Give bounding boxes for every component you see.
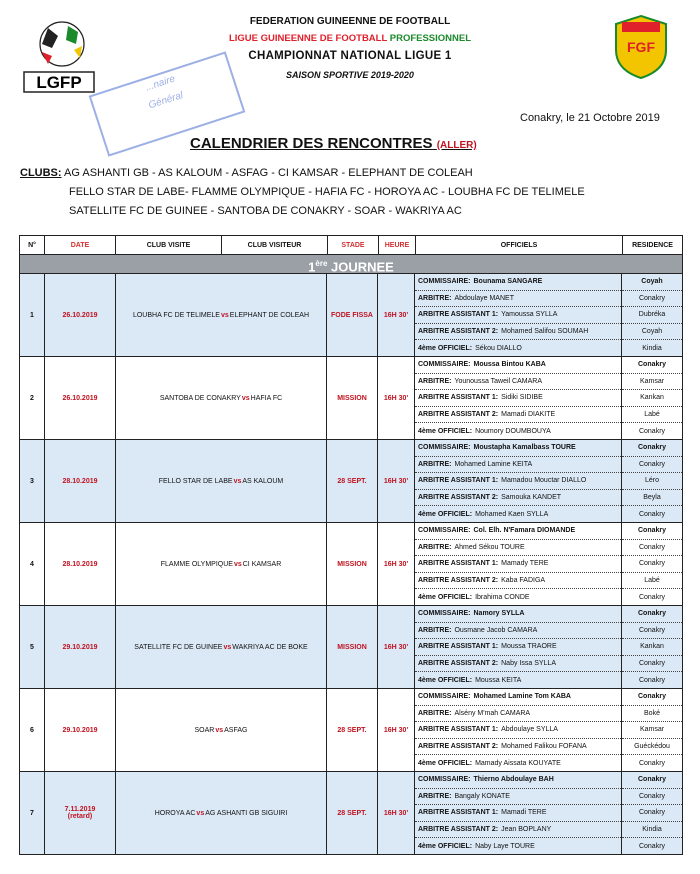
official-role: ARBITRE: bbox=[418, 543, 452, 551]
fgf-logo bbox=[610, 14, 672, 80]
stadium: MISSION bbox=[327, 523, 378, 605]
official-line bbox=[415, 672, 621, 688]
federation-name: FEDERATION GUINEENNE DE FOOTBALL bbox=[249, 16, 451, 27]
league-name: LIGUE GUINEENNE DE FOOTBALL PROFESSIONNEL bbox=[228, 33, 472, 44]
stadium: FODE FISSA bbox=[327, 274, 378, 356]
official-line bbox=[415, 822, 621, 839]
match-date: 26.10.2019 bbox=[45, 274, 116, 356]
official-line bbox=[415, 789, 621, 806]
vs-label: vs bbox=[241, 394, 250, 402]
kickoff-time: 16H 30' bbox=[378, 523, 415, 605]
official-name: Mohamed Salifou SOUMAH bbox=[501, 328, 589, 336]
stadium: MISSION bbox=[327, 357, 378, 439]
official-line bbox=[415, 755, 621, 771]
col-stade: STADE bbox=[328, 236, 379, 254]
official-name: Abdoulaye MANET bbox=[454, 294, 514, 302]
official-role: ARBITRE ASSISTANT 1: bbox=[418, 643, 499, 651]
secretariat-stamp: ...naire Général bbox=[89, 51, 246, 156]
away-club: ASFAG bbox=[224, 726, 248, 734]
official-name: Thierno Abdoulaye BAH bbox=[473, 776, 554, 784]
official-role: COMMISSAIRE: bbox=[418, 693, 471, 701]
official-residence: Conakry bbox=[622, 556, 682, 573]
journee-banner: 1ère JOURNEE bbox=[20, 255, 682, 274]
home-club: FLAMME OLYMPIQUE bbox=[160, 560, 233, 568]
official-name: Mamadi DIAKITE bbox=[501, 411, 556, 419]
official-role: ARBITRE ASSISTANT 2: bbox=[418, 826, 499, 834]
residence-list bbox=[622, 440, 682, 522]
official-residence: Kamsar bbox=[622, 722, 682, 739]
official-role: ARBITRE ASSISTANT 1: bbox=[418, 560, 499, 568]
official-name: Sidiki SIDIBE bbox=[501, 394, 543, 402]
official-role: ARBITRE ASSISTANT 2: bbox=[418, 328, 499, 336]
clubs-label: CLUBS: bbox=[20, 167, 62, 179]
season: SAISON SPORTIVE 2019-2020 bbox=[286, 70, 414, 80]
official-line bbox=[415, 374, 621, 391]
vs-label: vs bbox=[233, 560, 242, 568]
home-club: SATELLITE FC DE GUINEE bbox=[134, 643, 223, 651]
officials-list bbox=[415, 440, 622, 522]
match-teams bbox=[116, 440, 327, 522]
official-role: ARBITRE: bbox=[418, 377, 452, 385]
official-line bbox=[415, 423, 621, 439]
match-number: 3 bbox=[20, 440, 45, 522]
vs-label: vs bbox=[220, 311, 229, 319]
match-teams bbox=[116, 274, 327, 356]
official-name: Naby Issa SYLLA bbox=[501, 660, 556, 668]
kickoff-time: 16H 30' bbox=[378, 440, 415, 522]
col-officials: OFFICIELS bbox=[416, 236, 623, 254]
officials-list bbox=[415, 274, 622, 356]
official-line bbox=[415, 291, 621, 308]
official-residence: Conakry bbox=[622, 291, 682, 308]
official-role: 4ème OFFICIEL: bbox=[418, 676, 473, 684]
away-club: WAKRIYA AC DE BOKE bbox=[232, 643, 308, 651]
residence-list bbox=[622, 772, 682, 854]
official-residence: Conakry bbox=[638, 593, 666, 601]
official-line bbox=[415, 490, 621, 507]
official-role: 4ème OFFICIEL: bbox=[418, 842, 473, 850]
vs-label: vs bbox=[215, 726, 224, 734]
stadium: MISSION bbox=[327, 606, 378, 688]
official-residence: Kankan bbox=[622, 639, 682, 656]
lgfp-logo bbox=[18, 14, 100, 96]
table-header bbox=[20, 236, 682, 255]
residence-list bbox=[622, 606, 682, 688]
official-line bbox=[415, 440, 621, 457]
official-role: ARBITRE: bbox=[418, 626, 452, 634]
official-name: Bounama SANGARE bbox=[473, 278, 543, 286]
official-residence: Conakry bbox=[622, 523, 682, 540]
official-residence: Conakry bbox=[622, 623, 682, 640]
residence-list bbox=[622, 274, 682, 356]
table-row bbox=[20, 440, 682, 523]
official-residence: Coyah bbox=[622, 274, 682, 291]
official-role: COMMISSAIRE: bbox=[418, 278, 471, 286]
col-home: CLUB VISITE bbox=[116, 236, 222, 254]
official-name: Namory SYLLA bbox=[473, 610, 525, 618]
officials-list bbox=[415, 772, 622, 854]
official-residence: Beyla bbox=[622, 490, 682, 507]
championship-name: CHAMPIONNAT NATIONAL LIGUE 1 bbox=[248, 50, 452, 62]
official-line bbox=[415, 805, 621, 822]
official-residence: Léro bbox=[622, 473, 682, 490]
official-role: 4ème OFFICIEL: bbox=[418, 759, 473, 767]
official-line bbox=[415, 357, 621, 374]
match-number: 1 bbox=[20, 274, 45, 356]
home-club: SOAR bbox=[194, 726, 215, 734]
official-line bbox=[415, 623, 621, 640]
official-role: ARBITRE ASSISTANT 1: bbox=[418, 394, 499, 402]
official-name: Moussa Bintou KABA bbox=[473, 361, 546, 369]
col-heure: HEURE bbox=[379, 236, 416, 254]
match-date: 29.10.2019 bbox=[45, 689, 116, 771]
official-name: Kaba FADIGA bbox=[501, 577, 546, 585]
official-line bbox=[415, 706, 621, 723]
official-residence: Conakry bbox=[622, 440, 682, 457]
kickoff-time: 16H 30' bbox=[378, 772, 415, 854]
away-club: ELEPHANT DE COLEAH bbox=[229, 311, 310, 319]
home-club: LOUBHA FC DE TELIMELE bbox=[132, 311, 220, 319]
official-residence: Kindia bbox=[622, 822, 682, 839]
official-role: ARBITRE: bbox=[418, 460, 452, 468]
match-teams bbox=[116, 772, 327, 854]
table-row bbox=[20, 689, 682, 772]
official-name: Moussa TRAORE bbox=[501, 643, 557, 651]
official-role: ARBITRE ASSISTANT 2: bbox=[418, 743, 499, 751]
official-role: COMMISSAIRE: bbox=[418, 776, 471, 784]
official-role: COMMISSAIRE: bbox=[418, 610, 471, 618]
title-subtitle: (ALLER) bbox=[436, 140, 477, 151]
official-line bbox=[415, 656, 621, 673]
official-residence: Conakry bbox=[622, 789, 682, 806]
official-line bbox=[415, 390, 621, 407]
officials-list bbox=[415, 606, 622, 688]
away-club: HAFIA FC bbox=[250, 394, 283, 402]
official-name: Sékou DIALLO bbox=[475, 344, 522, 352]
match-date: 26.10.2019 bbox=[45, 357, 116, 439]
document-title: CALENDRIER DES RENCONTRES (ALLER) bbox=[190, 135, 477, 152]
official-role: 4ème OFFICIEL: bbox=[418, 510, 473, 518]
official-name: Mohamed Lamine KEITA bbox=[454, 460, 533, 468]
official-line bbox=[415, 722, 621, 739]
match-teams bbox=[116, 357, 327, 439]
match-date: 28.10.2019 bbox=[45, 523, 116, 605]
away-club: CI KAMSAR bbox=[242, 560, 282, 568]
table-row bbox=[20, 357, 682, 440]
official-name: Jean BOPLANY bbox=[501, 826, 552, 834]
kickoff-time: 16H 30' bbox=[378, 689, 415, 771]
official-line bbox=[415, 689, 621, 706]
vs-label: vs bbox=[223, 643, 232, 651]
official-name: Mamadi TERE bbox=[501, 809, 547, 817]
official-role: ARBITRE ASSISTANT 1: bbox=[418, 809, 499, 817]
official-role: 4ème OFFICIEL: bbox=[418, 427, 473, 435]
official-residence: Conakry bbox=[622, 357, 682, 374]
official-line bbox=[415, 340, 621, 356]
official-role: 4ème OFFICIEL: bbox=[418, 344, 473, 352]
official-name: Moustapha Kamalbass TOURE bbox=[473, 444, 576, 452]
official-name: Alsény M'mah CAMARA bbox=[454, 709, 531, 717]
official-residence: Guéckédou bbox=[622, 739, 682, 756]
official-name: Samouka KANDET bbox=[501, 494, 562, 502]
official-residence: Kamsar bbox=[622, 374, 682, 391]
match-number: 2 bbox=[20, 357, 45, 439]
officials-list bbox=[415, 689, 622, 771]
official-line bbox=[415, 307, 621, 324]
official-role: ARBITRE ASSISTANT 1: bbox=[418, 726, 499, 734]
official-line bbox=[415, 739, 621, 756]
official-line bbox=[415, 473, 621, 490]
stadium: 28 SEPT. bbox=[327, 772, 378, 854]
official-line bbox=[415, 639, 621, 656]
official-role: 4ème OFFICIEL: bbox=[418, 593, 473, 601]
official-name: Bangaly KONATE bbox=[454, 792, 510, 800]
official-role: COMMISSAIRE: bbox=[418, 361, 471, 369]
official-residence: Conakry bbox=[622, 606, 682, 623]
official-residence: Dubréka bbox=[622, 307, 682, 324]
official-residence: Coyah bbox=[622, 324, 682, 341]
official-residence: Conakry bbox=[622, 540, 682, 557]
away-club: AS KALOUM bbox=[242, 477, 284, 485]
official-line bbox=[415, 573, 621, 590]
official-role: ARBITRE ASSISTANT 2: bbox=[418, 494, 499, 502]
official-line bbox=[415, 589, 621, 605]
official-residence: Labé bbox=[622, 407, 682, 424]
official-name: Mamady TERE bbox=[501, 560, 549, 568]
table-row bbox=[20, 772, 682, 854]
col-date: DATE bbox=[45, 236, 116, 254]
official-role: ARBITRE: bbox=[418, 294, 452, 302]
officials-list bbox=[415, 523, 622, 605]
official-name: Yamoussa SYLLA bbox=[501, 311, 558, 319]
residence-list bbox=[622, 689, 682, 771]
official-name: Ibrahima CONDE bbox=[475, 593, 530, 601]
kickoff-time: 16H 30' bbox=[378, 606, 415, 688]
official-residence: Labé bbox=[622, 573, 682, 590]
official-name: Moussa KEITA bbox=[475, 676, 522, 684]
kickoff-time: 16H 30' bbox=[378, 274, 415, 356]
official-residence: Boké bbox=[622, 706, 682, 723]
official-line bbox=[415, 556, 621, 573]
away-club: AG ASHANTI GB SIGUIRI bbox=[205, 809, 288, 817]
official-line bbox=[415, 772, 621, 789]
official-name: Ousmane Jacob CAMARA bbox=[454, 626, 538, 634]
match-date: 7.11.2019 (retard) bbox=[45, 772, 116, 854]
official-residence: Kindia bbox=[642, 344, 662, 352]
official-residence: Conakry bbox=[622, 457, 682, 474]
table-row bbox=[20, 274, 682, 357]
vs-label: vs bbox=[196, 809, 205, 817]
official-role: ARBITRE ASSISTANT 2: bbox=[418, 660, 499, 668]
official-name: Mohamed Lamine Tom KABA bbox=[473, 693, 571, 701]
official-line bbox=[415, 523, 621, 540]
home-club: HOROYA AC bbox=[154, 809, 196, 817]
official-residence: Conakry bbox=[638, 510, 666, 518]
col-residence: RESIDENCE bbox=[632, 241, 673, 249]
official-role: ARBITRE ASSISTANT 1: bbox=[418, 477, 499, 485]
table-row bbox=[20, 606, 682, 689]
official-residence: Conakry bbox=[622, 805, 682, 822]
residence-list bbox=[622, 357, 682, 439]
official-residence: Conakry bbox=[638, 842, 666, 850]
col-away: CLUB VISITEUR bbox=[222, 236, 328, 254]
match-number: 4 bbox=[20, 523, 45, 605]
official-role: COMMISSAIRE: bbox=[418, 444, 471, 452]
official-line bbox=[415, 506, 621, 522]
official-name: Mohamed Falikou FOFANA bbox=[501, 743, 587, 751]
official-residence: Kankan bbox=[622, 390, 682, 407]
official-line bbox=[415, 407, 621, 424]
official-name: Noumory DOUMBOUYA bbox=[475, 427, 551, 435]
fgf-logo-text: FGF bbox=[627, 39, 655, 55]
match-teams bbox=[116, 689, 327, 771]
stadium: 28 SEPT. bbox=[327, 689, 378, 771]
residence-list bbox=[622, 523, 682, 605]
official-name: Abdoulaye SYLLA bbox=[501, 726, 558, 734]
match-teams bbox=[116, 523, 327, 605]
match-number: 6 bbox=[20, 689, 45, 771]
home-club: FELLO STAR DE LABE bbox=[158, 477, 233, 485]
official-role: ARBITRE ASSISTANT 2: bbox=[418, 577, 499, 585]
official-line bbox=[415, 274, 621, 291]
col-no: N° bbox=[20, 236, 45, 254]
official-name: Col. Elh. N'Famara DIOMANDE bbox=[473, 527, 576, 535]
official-name: Mamadou Mouctar DIALLO bbox=[501, 477, 587, 485]
official-residence: Conakry bbox=[622, 772, 682, 789]
official-residence: Conakry bbox=[638, 676, 666, 684]
dateline: Conakry, le 21 Octobre 2019 bbox=[520, 112, 660, 124]
official-role: ARBITRE: bbox=[418, 709, 452, 717]
clubs-list: CLUBS: AG ASHANTI GB - AS KALOUM - ASFAG - CI KAMSAR - ELEPHANT DE COLEAH FELLO STAR DE LABE- FLAMME OLYMPIQUE - HAFIA FC - HOROYA AC - LOUBHA FC DE TELIMELE SATELLITE FC DE GUINEE - SANTOBA DE CONAKRY - SOAR - WAKRIYA AC bbox=[20, 167, 585, 217]
match-date: 28.10.2019 bbox=[45, 440, 116, 522]
official-line bbox=[415, 457, 621, 474]
stadium: 28 SEPT. bbox=[327, 440, 378, 522]
lgfp-logo-text: LGFP bbox=[36, 73, 82, 92]
official-residence: Conakry bbox=[622, 689, 682, 706]
official-residence: Conakry bbox=[638, 427, 666, 435]
official-line bbox=[415, 606, 621, 623]
match-number: 7 bbox=[20, 772, 45, 854]
kickoff-time: 16H 30' bbox=[378, 357, 415, 439]
official-name: Naby Laye TOURE bbox=[475, 842, 535, 850]
official-residence: Conakry bbox=[622, 656, 682, 673]
fixtures-table bbox=[19, 235, 683, 855]
official-name: Ahmed Sékou TOURE bbox=[454, 543, 525, 551]
official-role: COMMISSAIRE: bbox=[418, 527, 471, 535]
official-role: ARBITRE ASSISTANT 2: bbox=[418, 411, 499, 419]
official-role: ARBITRE ASSISTANT 1: bbox=[418, 311, 499, 319]
official-name: Mamady Aissata KOUYATE bbox=[475, 759, 561, 767]
official-line bbox=[415, 540, 621, 557]
official-role: ARBITRE: bbox=[418, 792, 452, 800]
official-name: Younoussa Taweil CAMARA bbox=[454, 377, 543, 385]
official-residence: Conakry bbox=[638, 759, 666, 767]
match-date: 29.10.2019 bbox=[45, 606, 116, 688]
home-club: SANTOBA DE CONAKRY bbox=[159, 394, 241, 402]
official-name: Mohamed Kaen SYLLA bbox=[475, 510, 549, 518]
official-line bbox=[415, 838, 621, 854]
match-number: 5 bbox=[20, 606, 45, 688]
table-row bbox=[20, 523, 682, 606]
match-teams bbox=[116, 606, 327, 688]
officials-list bbox=[415, 357, 622, 439]
official-line bbox=[415, 324, 621, 341]
vs-label: vs bbox=[233, 477, 242, 485]
